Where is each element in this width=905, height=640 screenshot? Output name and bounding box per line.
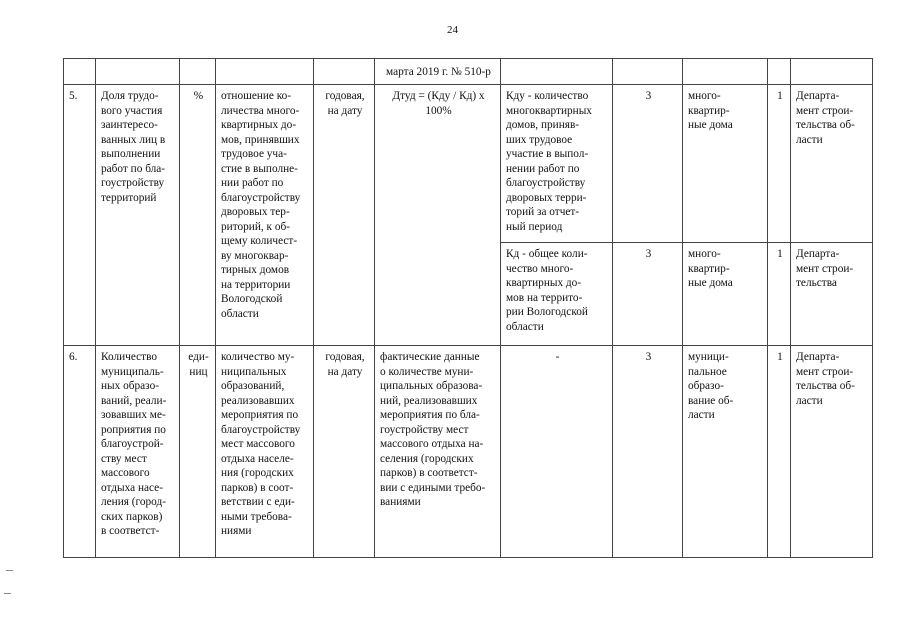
basic-indicator-description: Кд - общее коли- чество много- квартирных до- мов на террито- рии Вологодской области: [501, 243, 613, 346]
calculation-formula: Дтуд = (Кду / Кд) х 100%: [375, 85, 501, 346]
header-cell: [96, 59, 180, 85]
time-characteristic: годовая, на дату: [314, 346, 375, 558]
page-number: 24: [447, 24, 458, 36]
indicator-definition: отношение ко- личества много- квартирных до- мов, принявших трудовое уча- стие в выполне- нии работ по благоустройству дворовых тер- риторий, к об- щему количест- ву многоквар- тирных домов на территории Вологодской области: [216, 85, 314, 346]
coverage-units: 1: [768, 243, 791, 346]
observation-object: много- квартир- ные дома: [683, 243, 768, 346]
indicator-name: Количество муниципаль- ных образо- ваний, реали- зовавших ме- роприятия по благоустрой- ству мест массового отдыха насе- ления (город- ских парков) в соответст-: [96, 346, 180, 558]
header-cell: [683, 59, 768, 85]
calculation-formula: фактические данные о количестве муни- ципальных образова- ний, реализовавших мероприятия по бла- гоустройству мест массового отдыха на- селения (городских парков) в соответст- вии с едиными требо- ваниями: [375, 346, 501, 558]
indicator-table: [63, 58, 873, 558]
header-cell: [216, 59, 314, 85]
margin-tick: [6, 570, 13, 571]
header-cell: [613, 59, 683, 85]
header-cell: [180, 59, 216, 85]
table-header-row: [64, 59, 873, 85]
collection-method: 3: [613, 346, 683, 558]
indicator-name: Доля трудо- вого участия заинтересо- ванных лиц в выполнении работ по бла- гоустройству территорий: [96, 85, 180, 346]
header-cell: [501, 59, 613, 85]
responsible-body: Департа- мент строи- тельства об- ласти: [791, 346, 873, 558]
header-cell: [64, 59, 96, 85]
margin-tick: [4, 593, 11, 594]
collection-method: 3: [613, 85, 683, 243]
basic-indicator-description: Кду - количество многоквартирных домов, приняв- ших трудовое участие в выпол- нении работ по благоустройству дворовых терри- торий за отчет- ный период: [501, 85, 613, 243]
row-number: 6.: [64, 346, 96, 558]
time-characteristic: годовая, на дату: [314, 85, 375, 346]
row-number: 5.: [64, 85, 96, 346]
coverage-units: 1: [768, 85, 791, 243]
table-row-6: [64, 346, 873, 558]
header-cell: [768, 59, 791, 85]
unit-of-measure: %: [180, 85, 216, 346]
observation-object: много- квартир- ные дома: [683, 85, 768, 243]
header-cell-date: марта 2019 г. № 510-р: [375, 59, 501, 85]
coverage-units: 1: [768, 346, 791, 558]
indicator-definition: количество му- ниципальных образований, реализовавших мероприятия по благоустройству мест массового отдыха населе- ния (городских парков) в соот- ветствии с еди- ными требова- ниями: [216, 346, 314, 558]
observation-object: муници- пальное образо- вание об- ласти: [683, 346, 768, 558]
header-cell: [314, 59, 375, 85]
collection-method: 3: [613, 243, 683, 346]
responsible-body: Департа- мент строи- тельства: [791, 243, 873, 346]
unit-of-measure: еди- ниц: [180, 346, 216, 558]
responsible-body: Департа- мент строи- тельства об- ласти: [791, 85, 873, 243]
header-cell: [791, 59, 873, 85]
basic-indicator-description: -: [501, 346, 613, 558]
table-row-5: [64, 85, 873, 243]
